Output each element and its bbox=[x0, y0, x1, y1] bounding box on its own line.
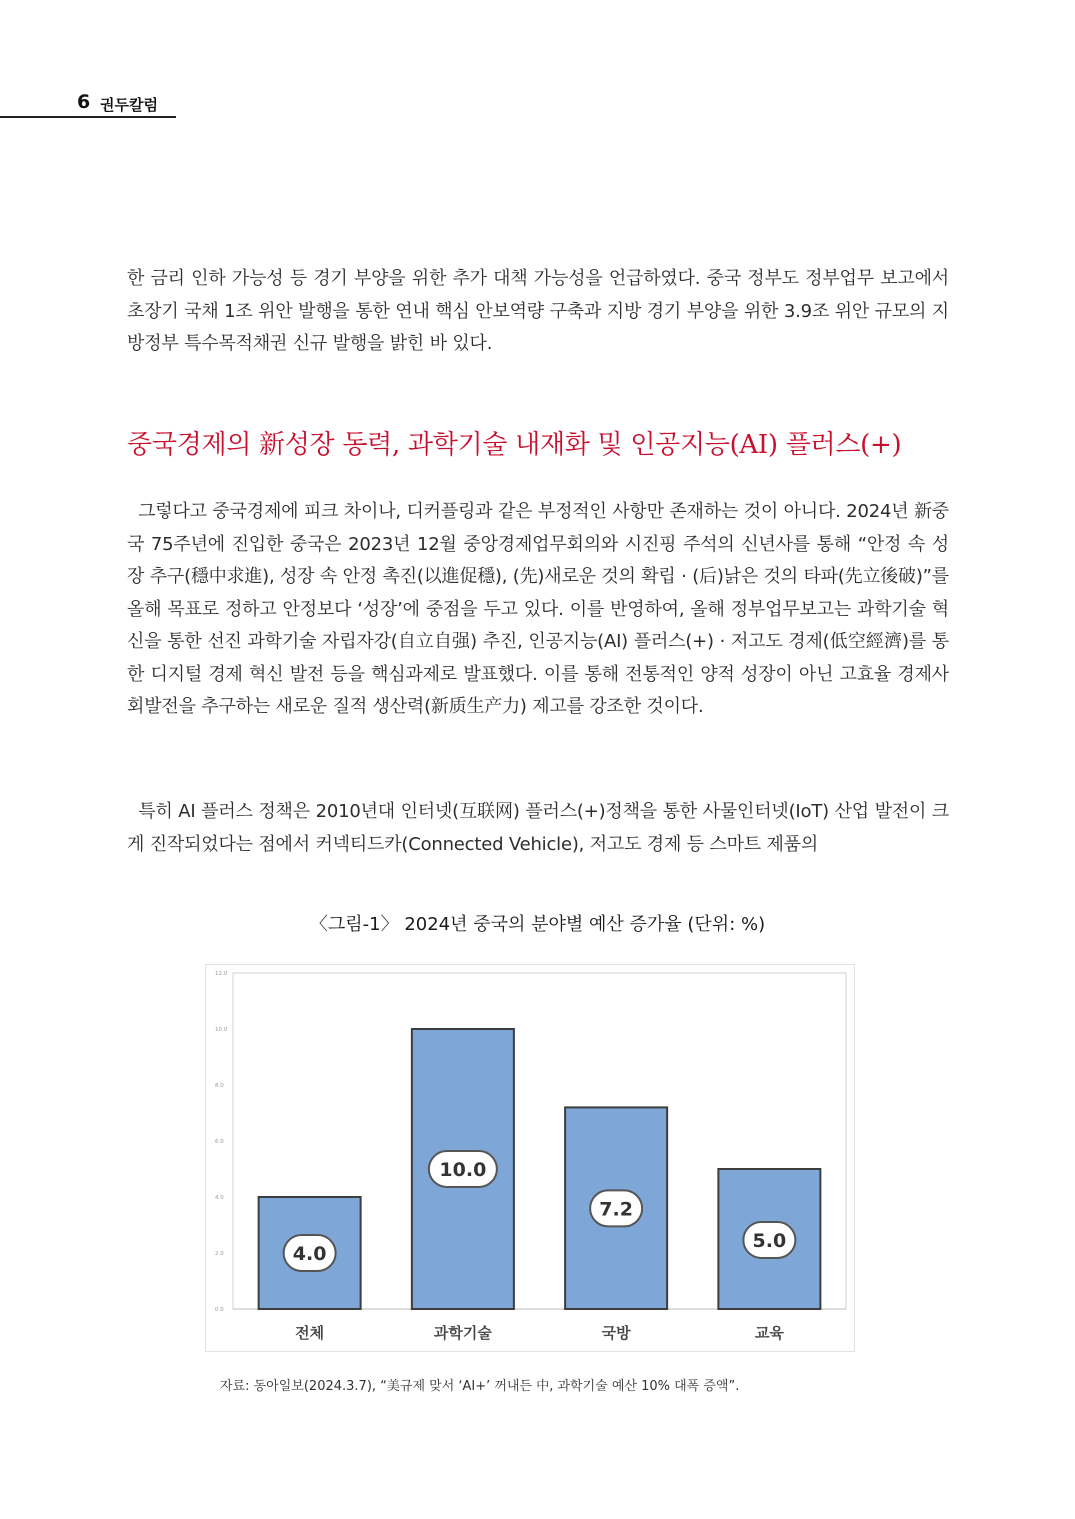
section-heading: 중국경제의 新성장 동력, 과학기술 내재화 및 인공지능(AI) 플러스(+) bbox=[127, 430, 902, 460]
y-tick-label: 4.0 bbox=[215, 1195, 224, 1201]
bar-chart bbox=[205, 964, 855, 1352]
data-label: 7.2 bbox=[599, 1198, 633, 1221]
paragraph-1: 한 금리 인하 가능성 등 경기 부양을 위한 추가 대책 가능성을 언급하였다. 중국 정부도 정부업무 보고에서 초장기 국채 1조 위안 발행을 통한 연내 핵심 안보역량 구축과 지방 경기 부양을 위한 3.9조 위안 규모의 지방정부 특수목적채권 신규 발행을 밝힌 바 있다. bbox=[127, 268, 949, 354]
y-tick-label: 6.0 bbox=[215, 1139, 224, 1145]
x-tick-label: 국방 bbox=[601, 1324, 631, 1342]
data-label: 10.0 bbox=[439, 1159, 487, 1181]
y-tick-label: 8.0 bbox=[215, 1083, 224, 1089]
y-tick-label: 12.0 bbox=[215, 971, 228, 977]
figure-source: 자료: 동아일보(2024.3.7), “美규제 맞서 ‘AI+’ 꺼내든 中, 과학기술 예산 10% 대폭 증액”. bbox=[220, 1379, 740, 1394]
x-tick-label: 전체 bbox=[295, 1324, 325, 1342]
x-tick-label: 교육 bbox=[754, 1324, 784, 1342]
page-header bbox=[0, 88, 176, 118]
data-label: 5.0 bbox=[752, 1230, 787, 1252]
x-tick-label: 과학기술 bbox=[433, 1324, 492, 1342]
data-label: 4.0 bbox=[292, 1243, 327, 1265]
page-number: 6 bbox=[77, 91, 91, 113]
y-tick-label: 2.0 bbox=[215, 1251, 224, 1257]
y-tick-label: 0.0 bbox=[215, 1307, 224, 1313]
y-tick-label: 10.0 bbox=[215, 1027, 228, 1033]
paragraph-3: 특히 AI 플러스 정책은 2010년대 인터넷(互联网) 플러스(+)정책을 통한 사물인터넷(IoT) 산업 발전이 크게 진작되었다는 점에서 커넥티드카(Connected Vehicle), 저고도 경제 등 스마트 제품의 bbox=[127, 801, 949, 855]
section-name: 권두칼럼 bbox=[100, 96, 158, 114]
figure-title: 〈그림-1〉 2024년 중국의 분야별 예산 증가율 (단위: %) bbox=[309, 914, 766, 935]
bar-chart-svg bbox=[205, 964, 855, 1352]
paragraph-2: 그렇다고 중국경제에 피크 차이나, 디커플링과 같은 부정적인 사항만 존재하는 것이 아니다. 2024년 新중국 75주년에 진입한 중국은 2023년 12월 중앙경제업무회의와 시진핑 주석의 신년사를 통해 “안정 속 성장 추구(穩中求進), 성장 속 안정 촉진(以進促穩), (先)새로운 것의 확립 · (后)낡은 것의 타파(先立後破)”를 올해 목표로 정하고 안정보다 ‘성장’에 중점을 두고 있다. 이를 반영하여, 올해 정부업무보고는 과학기술 혁신을 통한 선진 과학기술 자립자강(自立自强) 추진, 인공지능(AI) 플러스(+) · 저고도 경제(低空經濟)를 통한 디지털 경제 혁신 발전 등을 핵심과제로 발표했다. 이를 통해 전통적인 양적 성장이 아닌 고효율 경제사회발전을 추구하는 새로운 질적 생산력(新质生产力) 제고를 강조한 것이다. bbox=[127, 501, 949, 717]
